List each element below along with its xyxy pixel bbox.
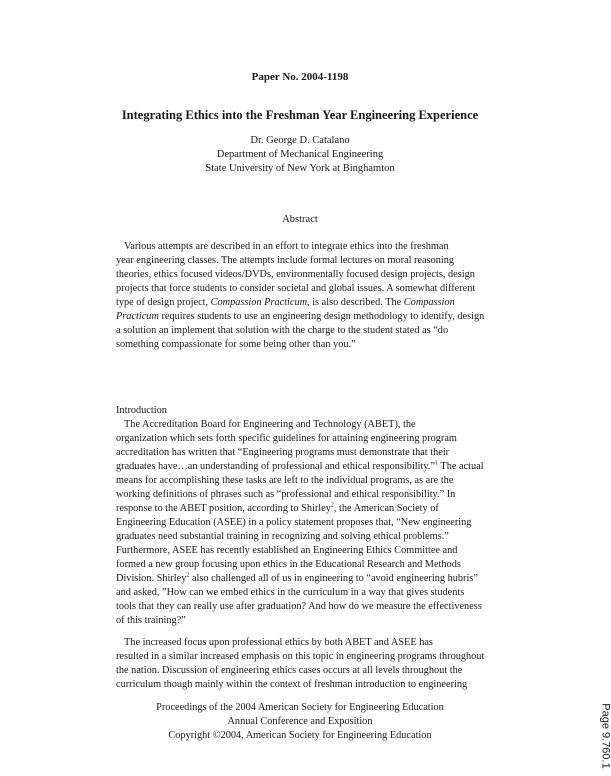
intro-line: graduates need substantial training in recognizing and solving ethical problems.” — [116, 531, 449, 542]
intro-line-mixed: graduates have…an understanding of professional and ethical responsibility.”$^1$ The actual — [116, 460, 484, 472]
abstract-line: year engineering classes. The attempts include formal lectures on moral reasoning — [116, 255, 455, 266]
intro-line: and asked, ”How can we embed ethics in the curriculum in a way that gives students — [116, 587, 465, 598]
abstract-line: projects that force students to consider societal and global issues. A somewhat different — [116, 283, 476, 294]
abstract-line: theories, ethics focused videos/DVDs, environmentally focused design projects, design — [116, 269, 475, 280]
introduction-heading: Introduction — [116, 405, 167, 416]
abstract-line: Various attempts are described in an effort to integrate ethics into the freshman — [124, 241, 449, 252]
intro-line: working definitions of phrases such as “professional and ethical responsibility.” In — [116, 489, 456, 500]
intro-line: tools that they can really use after graduation? And how do we measure the effectiveness — [116, 601, 482, 612]
intro-line: of this training?” — [116, 615, 186, 626]
paper-title: Integrating Ethics into the Freshman Year Engineering Experience — [121, 108, 479, 122]
paper-number: Paper No. 2004-1198 — [251, 71, 349, 83]
paragraph-line: the nation. Discussion of engineering ethics cases occurs at all levels throughout the — [116, 665, 463, 676]
intro-line: means for accomplishing these tasks are left to the individual programs, as are the — [116, 475, 454, 486]
paragraph-line: resulted in a similar increased emphasis on this topic in engineering programs throughout — [116, 651, 485, 662]
intro-line: formed a new group focusing upon ethics in the Educational Research and Methods — [116, 559, 461, 570]
paragraph-line: curriculum though mainly within the context of freshman introduction to engineering — [116, 679, 468, 690]
intro-line: Furthermore, ASEE has recently established an Engineering Ethics Committee and — [116, 545, 458, 556]
author-department: Department of Mechanical Engineering — [216, 149, 384, 160]
abstract-line: something compassionate for some being other than you.” — [116, 339, 356, 350]
abstract-line-mixed: type of design project, Compassion Practicum, is also described. The Compassion — [116, 297, 455, 308]
footer-proceedings: Proceedings of the 2004 American Society for Engineering Education — [156, 702, 444, 713]
intro-line: The Accreditation Board for Engineering and Technology (ABET), the — [124, 419, 416, 430]
abstract-line: a solution an implement that solution with the charge to the student stated as “do — [116, 325, 449, 336]
paragraph-two — [116, 636, 488, 692]
intro-line-mixed: Division. Shirley$^2$ also challenged all of us in engineering to “avoid engineering hubris” — [116, 572, 478, 584]
abstract-body — [116, 240, 488, 352]
author-name: Dr. George D. Catalano — [250, 135, 350, 146]
citation-marker: 1 — [435, 460, 439, 467]
footer-conference: Annual Conference and Exposition — [227, 716, 373, 727]
abstract-heading: Abstract — [282, 214, 318, 225]
citation-marker: 2 — [186, 572, 190, 579]
intro-line: accreditation has written that “Engineering programs must demonstrate that their — [116, 447, 450, 458]
intro-line: organization which sets forth specific guidelines for attaining engineering program — [116, 433, 457, 444]
intro-line: Engineering Education (ASEE) in a policy statement proposes that, “New engineering — [116, 517, 472, 528]
page-stamp: Page 9.760.1 — [599, 703, 611, 769]
intro-line-mixed: response to the ABET position, according to Shirley$^2$, the American Society of — [116, 502, 439, 514]
footer-copyright: Copyright ©2004, American Society for Engineering Education — [168, 730, 432, 741]
paragraph-line: The increased focus upon professional ethics by both ABET and ASEE has — [124, 637, 433, 648]
author-university: State University of New York at Binghamton — [205, 163, 395, 174]
abstract-line-mixed: Practicum requires students to use an engineering design methodology to identify, design — [116, 311, 485, 322]
citation-marker: 2 — [330, 502, 334, 509]
introduction-body — [116, 418, 488, 628]
